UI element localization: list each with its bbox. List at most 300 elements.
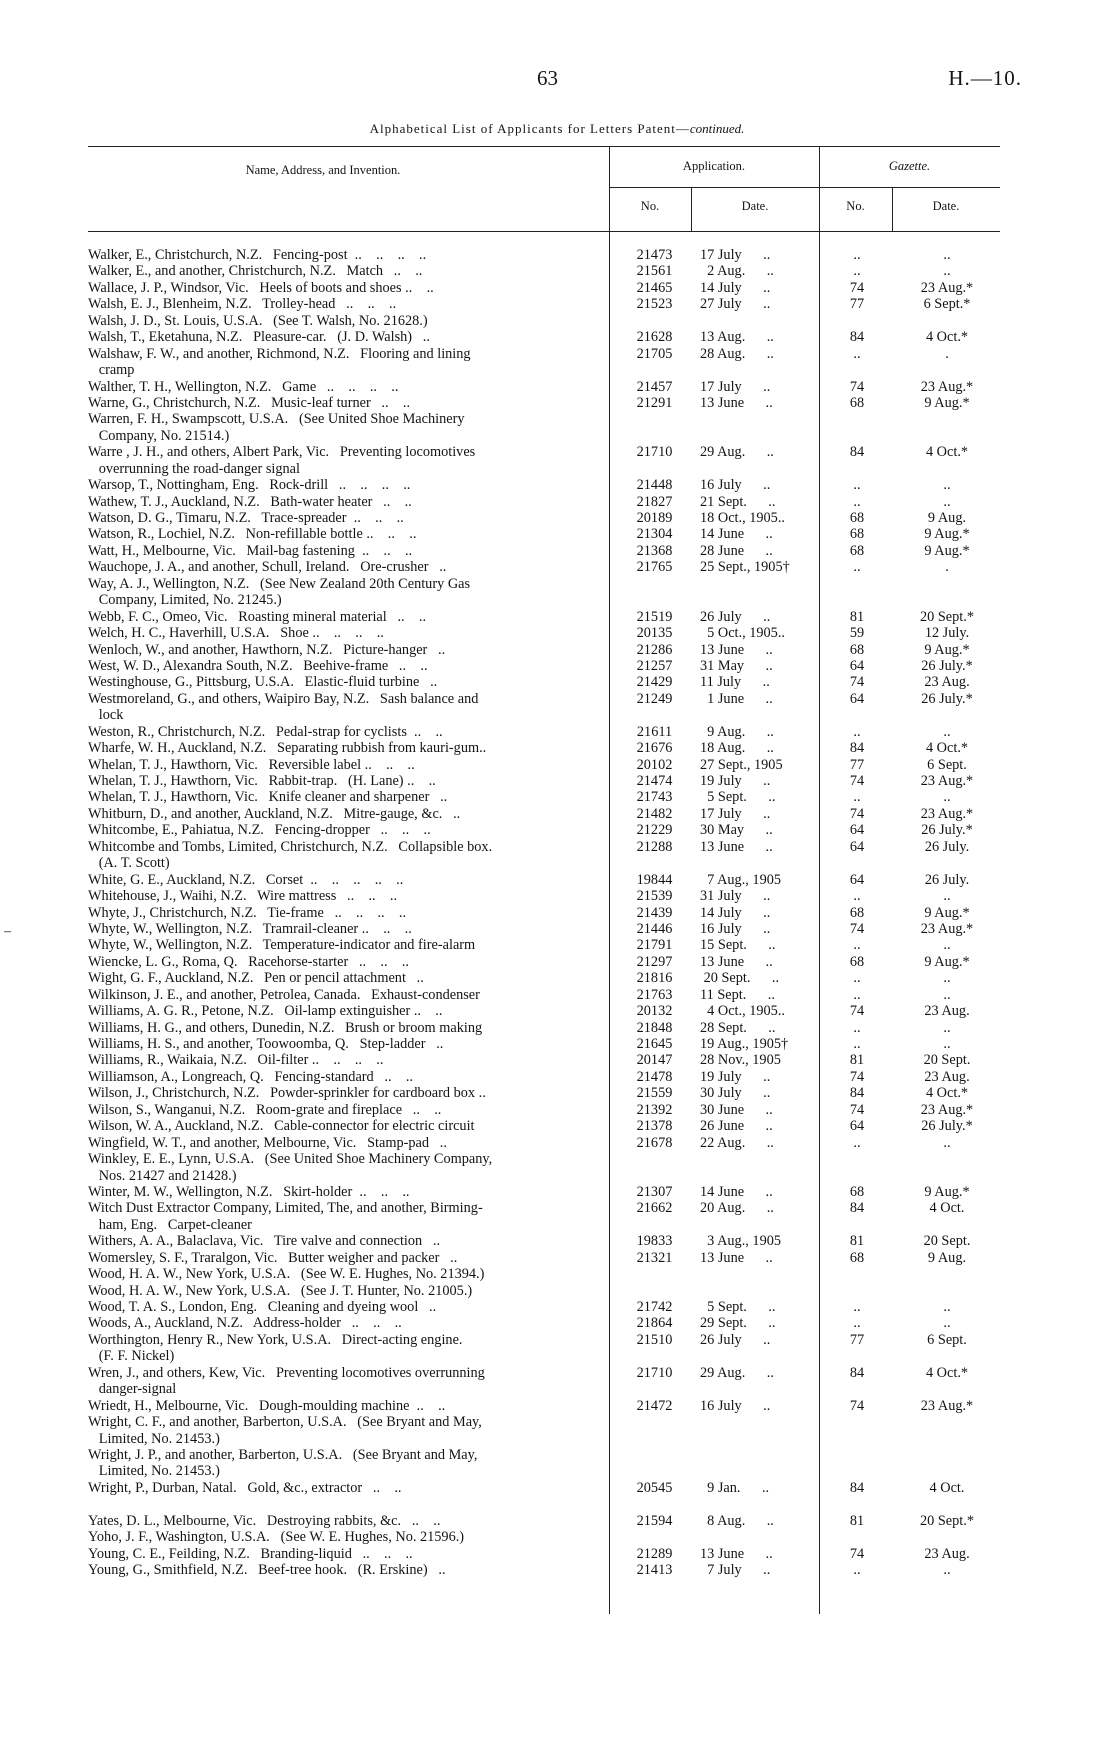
table-row bbox=[88, 1168, 1000, 1184]
gazette-no-cell: .. bbox=[853, 559, 861, 576]
application-date-cell: 31 May .. bbox=[700, 657, 773, 674]
table-row bbox=[88, 954, 1000, 970]
gazette-no-cell: 74 bbox=[849, 1101, 865, 1118]
application-no-cell: 21446 bbox=[636, 920, 673, 937]
applicant-cell: Wallace, J. P., Windsor, Vic. Heels of boots and shoes .. .. bbox=[88, 279, 434, 296]
table-row bbox=[88, 1217, 1000, 1233]
application-date-cell: 22 Aug. .. bbox=[700, 1134, 774, 1151]
table-row bbox=[88, 1118, 1000, 1134]
application-no-cell: 21457 bbox=[636, 378, 673, 395]
application-no-cell: 19833 bbox=[636, 1233, 673, 1250]
application-no-cell: 21392 bbox=[636, 1101, 673, 1118]
table-row bbox=[88, 1348, 1000, 1364]
gazette-date-cell: 4 Oct. bbox=[929, 1200, 965, 1217]
application-no-cell: 21662 bbox=[636, 1200, 673, 1217]
gazette-no-cell: .. bbox=[853, 1019, 861, 1036]
application-no-cell: 21229 bbox=[636, 822, 673, 839]
application-date-cell: 19 July .. bbox=[700, 1068, 771, 1085]
gazette-date-cell: .. bbox=[943, 937, 951, 954]
application-no-cell: 21594 bbox=[636, 1512, 673, 1529]
application-date-cell: 5 Sept. .. bbox=[700, 789, 776, 806]
gazette-date-cell: .. bbox=[943, 888, 951, 905]
gazette-no-cell: 68 bbox=[849, 394, 865, 411]
application-no-cell: 21465 bbox=[636, 279, 673, 296]
gazette-no-cell: 68 bbox=[849, 526, 865, 543]
applicant-cell: Wenloch, W., and another, Hawthorn, N.Z. Picture-hanger .. bbox=[88, 641, 446, 658]
gazette-no-cell: 68 bbox=[849, 1183, 865, 1200]
margin-mark: – bbox=[4, 924, 11, 939]
application-no-cell: 21378 bbox=[636, 1118, 673, 1135]
applicant-cell: Williams, R., Waikaia, N.Z. Oil-filter .. .. .. .. bbox=[88, 1052, 384, 1069]
gazette-date-cell: 9 Aug.* bbox=[924, 641, 970, 658]
applicant-cell: Walther, T. H., Wellington, N.Z. Game .. .. .. .. bbox=[88, 378, 399, 395]
gazette-date-cell: 9 Aug.* bbox=[924, 1183, 970, 1200]
table-row bbox=[88, 461, 1000, 477]
application-date-cell: 16 July .. bbox=[700, 920, 771, 937]
application-no-cell: 21539 bbox=[636, 888, 673, 905]
gazette-no-cell: .. bbox=[853, 937, 861, 954]
applicant-cell: Young, G., Smithfield, N.Z. Beef-tree hook. (R. Erskine) .. bbox=[88, 1562, 446, 1578]
header-gazette-date: Date. bbox=[932, 199, 960, 213]
gazette-date-cell: 23 Aug.* bbox=[920, 1101, 974, 1118]
gazette-no-cell: 74 bbox=[849, 674, 865, 691]
applicant-cell: Withers, A. A., Balaclava, Vic. Tire valve and connection .. bbox=[88, 1233, 441, 1250]
gazette-no-cell: 68 bbox=[849, 1249, 865, 1266]
gazette-no-cell: 64 bbox=[849, 690, 865, 707]
table-row bbox=[88, 789, 1000, 805]
applicant-cell: Wood, H. A. W., New York, U.S.A. (See W. E. Hughes, No. 21394.) bbox=[88, 1266, 485, 1283]
gazette-no-cell: 84 bbox=[849, 1200, 865, 1217]
table-row bbox=[88, 905, 1000, 921]
application-no-cell: 20147 bbox=[636, 1052, 673, 1069]
application-no-cell: 20545 bbox=[636, 1479, 673, 1496]
table-row bbox=[88, 888, 1000, 904]
applicant-cell: Williams, A. G. R., Petone, N.Z. Oil-lamp extinguisher .. .. bbox=[88, 1003, 443, 1020]
table-row bbox=[88, 1447, 1000, 1463]
gazette-date-cell: 6 Sept.* bbox=[923, 296, 971, 313]
applicant-cell: Winter, M. W., Wellington, N.Z. Skirt-holder .. .. .. bbox=[88, 1183, 410, 1200]
gazette-no-cell: 84 bbox=[849, 444, 865, 461]
application-date-cell: 13 June .. bbox=[700, 1249, 773, 1266]
table-row bbox=[88, 543, 1000, 559]
application-date-cell: 28 Nov., 1905 bbox=[700, 1052, 781, 1069]
application-date-cell: 13 June .. bbox=[700, 838, 773, 855]
gazette-no-cell: 74 bbox=[849, 378, 865, 395]
gazette-date-cell: 4 Oct.* bbox=[925, 1364, 969, 1381]
application-no-cell: 21816 bbox=[636, 970, 673, 987]
applicant-cell: Watson, D. G., Timaru, N.Z. Trace-spreader .. .. .. bbox=[88, 510, 404, 526]
applicant-cell: White, G. E., Auckland, N.Z. Corset .. .. .. .. .. bbox=[88, 871, 404, 888]
applicant-cell: Company, No. 21514.) bbox=[88, 427, 230, 444]
gazette-no-cell: 68 bbox=[849, 542, 865, 559]
application-date-cell: 26 June .. bbox=[700, 1118, 773, 1135]
gazette-date-cell: .. bbox=[943, 1299, 951, 1315]
applicant-cell: Wood, T. A. S., London, Eng. Cleaning and dyeing wool .. bbox=[88, 1299, 437, 1315]
title-main: Alphabetical List of Applicants for Letters Patent— bbox=[369, 121, 690, 136]
table-row bbox=[88, 1200, 1000, 1216]
application-no-cell: 21827 bbox=[636, 493, 673, 510]
applicant-cell: (A. T. Scott) bbox=[88, 855, 170, 872]
application-no-cell: 21791 bbox=[636, 937, 673, 954]
gazette-no-cell: 77 bbox=[849, 1331, 865, 1348]
gazette-no-cell: .. bbox=[853, 970, 861, 987]
table-row bbox=[88, 1135, 1000, 1151]
gazette-no-cell: 81 bbox=[849, 1052, 865, 1069]
applicant-cell: Whyte, J., Christchurch, N.Z. Tie-frame .. .. .. .. bbox=[88, 904, 407, 921]
applicant-cell: Whitcombe and Tombs, Limited, Christchurch, N.Z. Collapsible box. bbox=[88, 838, 493, 855]
application-no-cell: 21482 bbox=[636, 805, 673, 822]
application-no-cell: 21645 bbox=[636, 1036, 673, 1052]
application-date-cell: 18 Aug. .. bbox=[700, 740, 774, 757]
applicant-cell: Wriedt, H., Melbourne, Vic. Dough-moulding machine .. .. bbox=[88, 1397, 446, 1414]
gazette-date-cell: 4 Oct. bbox=[929, 1479, 965, 1496]
table-row bbox=[88, 855, 1000, 871]
application-no-cell: 19844 bbox=[636, 871, 673, 888]
applicant-cell: Whitburn, D., and another, Auckland, N.Z. Mitre-gauge, &c. .. bbox=[88, 805, 461, 822]
gazette-date-cell: 23 Aug.* bbox=[920, 805, 974, 822]
table-row bbox=[88, 526, 1000, 542]
application-date-cell: 17 July .. bbox=[700, 378, 771, 395]
application-no-cell: 21864 bbox=[636, 1315, 673, 1332]
applicant-cell: Wren, J., and others, Kew, Vic. Preventing locomotives overrunning bbox=[88, 1364, 485, 1381]
gazette-no-cell: 64 bbox=[849, 838, 865, 855]
applicant-cell: Worthington, Henry R., New York, U.S.A. Direct-acting engine. bbox=[88, 1331, 463, 1348]
gazette-date-cell: 4 Oct.* bbox=[925, 329, 969, 346]
table-row bbox=[88, 625, 1000, 641]
application-date-cell: 29 Sept. .. bbox=[700, 1315, 776, 1332]
applicant-cell: Wiencke, L. G., Roma, Q. Racehorse-starter .. .. .. bbox=[88, 953, 410, 970]
application-no-cell: 21743 bbox=[636, 789, 673, 806]
gazette-date-cell: .. bbox=[943, 970, 951, 987]
gazette-date-cell: .. bbox=[943, 263, 951, 280]
applicant-cell: danger-signal bbox=[88, 1381, 177, 1398]
table-row bbox=[88, 379, 1000, 395]
gazette-date-cell: 12 July. bbox=[924, 625, 970, 642]
application-no-cell: 21710 bbox=[636, 1364, 673, 1381]
applicant-cell: Womersley, S. F., Traralgon, Vic. Butter weigher and packer .. bbox=[88, 1249, 458, 1266]
table-row bbox=[88, 313, 1000, 329]
applicant-cell: Walsh, T., Eketahuna, N.Z. Pleasure-car. (J. D. Walsh) .. bbox=[88, 329, 430, 346]
application-no-cell: 21848 bbox=[636, 1019, 673, 1036]
application-no-cell: 21611 bbox=[636, 723, 673, 740]
table-row bbox=[88, 674, 1000, 690]
application-date-cell: 13 Aug. .. bbox=[700, 329, 774, 346]
application-no-cell: 20189 bbox=[636, 510, 673, 526]
application-no-cell: 21523 bbox=[636, 296, 673, 313]
table-row bbox=[88, 1562, 1000, 1578]
gazette-date-cell: 20 Sept.* bbox=[919, 1512, 974, 1529]
page-title bbox=[0, 121, 1114, 137]
gazette-date-cell: 20 Sept. bbox=[923, 1233, 971, 1250]
header-application: Application. bbox=[682, 159, 746, 173]
application-date-cell: 8 Aug. .. bbox=[700, 1512, 774, 1529]
applicant-cell: lock bbox=[88, 707, 124, 724]
applicant-cell: Watt, H., Melbourne, Vic. Mail-bag fastening .. .. .. bbox=[88, 542, 413, 559]
gazette-date-cell: 9 Aug. bbox=[927, 510, 967, 526]
application-no-cell: 21473 bbox=[636, 247, 673, 263]
header-name: Name, Address, and Invention. bbox=[245, 163, 401, 177]
gazette-date-cell: .. bbox=[943, 1036, 951, 1052]
table-row bbox=[88, 691, 1000, 707]
application-date-cell: 17 July .. bbox=[700, 247, 771, 263]
application-date-cell: 28 Aug. .. bbox=[700, 345, 774, 362]
gazette-no-cell: 77 bbox=[849, 756, 865, 773]
table-row bbox=[88, 1463, 1000, 1479]
gazette-no-cell: .. bbox=[853, 477, 861, 494]
gazette-date-cell: 23 Aug. bbox=[924, 674, 970, 691]
table-row bbox=[88, 576, 1000, 592]
gazette-date-cell: .. bbox=[943, 789, 951, 806]
application-date-cell: 15 Sept. .. bbox=[700, 937, 776, 954]
application-no-cell: 20132 bbox=[636, 1003, 673, 1020]
application-no-cell: 21710 bbox=[636, 444, 673, 461]
application-date-cell: 1 June .. bbox=[700, 690, 773, 707]
application-date-cell: 30 May .. bbox=[700, 822, 773, 839]
application-no-cell: 21368 bbox=[636, 542, 673, 559]
application-date-cell: 20 Aug. .. bbox=[700, 1200, 774, 1217]
gazette-date-cell: 20 Sept. bbox=[923, 1052, 971, 1069]
gazette-date-cell: 6 Sept. bbox=[927, 756, 967, 773]
gazette-date-cell: 23 Aug. bbox=[924, 1068, 970, 1085]
gazette-no-cell: 84 bbox=[849, 1085, 865, 1102]
application-no-cell: 21559 bbox=[636, 1085, 673, 1102]
gazette-date-cell: 9 Aug.* bbox=[924, 904, 970, 921]
applicant-cell: Williams, H. S., and another, Toowoomba, Q. Step-ladder .. bbox=[88, 1036, 444, 1052]
applicant-cell: Warsop, T., Nottingham, Eng. Rock-drill .. .. .. .. bbox=[88, 477, 411, 494]
applicant-cell: ham, Eng. Carpet-cleaner bbox=[88, 1216, 252, 1233]
gazette-no-cell: 64 bbox=[849, 871, 865, 888]
application-date-cell: 27 Sept., 1905 bbox=[700, 756, 783, 773]
application-date-cell: 11 July .. bbox=[700, 674, 770, 691]
application-date-cell: 25 Sept., 1905† bbox=[700, 559, 790, 576]
gazette-no-cell: 84 bbox=[849, 740, 865, 757]
applicant-cell: Westinghouse, G., Pittsburg, U.S.A. Elastic-fluid turbine .. bbox=[88, 674, 438, 691]
applicant-cell: Warre , J. H., and others, Albert Park, Vic. Preventing locomotives bbox=[88, 444, 476, 461]
gazette-no-cell: .. bbox=[853, 1315, 861, 1332]
header-application-date: Date. bbox=[741, 199, 769, 213]
applicant-cell: Wathew, T. J., Auckland, N.Z. Bath-water heater .. .. bbox=[88, 493, 412, 510]
gazette-no-cell: .. bbox=[853, 1134, 861, 1151]
application-date-cell: 9 Jan. .. bbox=[700, 1479, 770, 1496]
gazette-date-cell: . bbox=[945, 345, 949, 362]
applicant-cell: Wauchope, J. A., and another, Schull, Ireland. Ore-crusher .. bbox=[88, 559, 447, 576]
application-date-cell: 13 June .. bbox=[700, 641, 773, 658]
application-no-cell: 21413 bbox=[636, 1562, 673, 1578]
table-row bbox=[88, 822, 1000, 838]
application-no-cell: 21321 bbox=[636, 1249, 673, 1266]
header-gazette-no: No. bbox=[846, 199, 865, 213]
application-no-cell: 21765 bbox=[636, 559, 673, 576]
applicant-cell: Whelan, T. J., Hawthorn, Vic. Reversible label .. .. .. bbox=[88, 756, 415, 773]
table-row bbox=[88, 247, 1000, 263]
application-date-cell: 27 July .. bbox=[700, 296, 771, 313]
applicant-cell: Winkley, E. E., Lynn, U.S.A. (See United Shoe Machinery Company, bbox=[88, 1151, 493, 1168]
gazette-no-cell: 84 bbox=[849, 1364, 865, 1381]
table-row bbox=[88, 1398, 1000, 1414]
page-number: 63 bbox=[537, 66, 558, 90]
table-row bbox=[88, 296, 1000, 312]
gazette-date-cell: .. bbox=[943, 1562, 951, 1578]
applicant-cell: Walker, E., and another, Christchurch, N.Z. Match .. .. bbox=[88, 263, 423, 280]
applicant-cell: Wright, P., Durban, Natal. Gold, &c., extractor .. .. bbox=[88, 1479, 402, 1496]
gazette-date-cell: 9 Aug. bbox=[927, 1249, 967, 1266]
gazette-no-cell: .. bbox=[853, 1036, 861, 1052]
table-row bbox=[88, 1365, 1000, 1381]
table-row bbox=[88, 1003, 1000, 1019]
gazette-no-cell: 81 bbox=[849, 1233, 865, 1250]
application-date-cell: 7 Aug., 1905 bbox=[700, 871, 782, 888]
gazette-no-cell: 64 bbox=[849, 657, 865, 674]
applicant-cell: Yoho, J. F., Washington, U.S.A. (See W. E. Hughes, No. 21596.) bbox=[88, 1529, 465, 1546]
gazette-date-cell: 23 Aug.* bbox=[920, 1397, 974, 1414]
applicant-cell: Walker, E., Christchurch, N.Z. Fencing-post .. .. .. .. bbox=[88, 247, 427, 263]
table-row bbox=[88, 1315, 1000, 1331]
applicant-cell: Wilkinson, J. E., and another, Petrolea, Canada. Exhaust-condenser bbox=[88, 986, 480, 1003]
application-no-cell: 21519 bbox=[636, 608, 673, 625]
applicant-cell: Wright, J. P., and another, Barberton, U.S.A. (See Bryant and May, bbox=[88, 1446, 478, 1463]
table-row bbox=[88, 329, 1000, 345]
gazette-no-cell: 74 bbox=[849, 920, 865, 937]
application-no-cell: 21297 bbox=[636, 953, 673, 970]
table-row bbox=[88, 1546, 1000, 1562]
table-row bbox=[88, 1052, 1000, 1068]
application-no-cell: 21291 bbox=[636, 394, 673, 411]
application-date-cell: 5 Sept. .. bbox=[700, 1299, 776, 1315]
application-no-cell: 21257 bbox=[636, 657, 673, 674]
gazette-date-cell: .. bbox=[943, 986, 951, 1003]
gazette-no-cell: .. bbox=[853, 986, 861, 1003]
application-date-cell: 3 Aug., 1905 bbox=[700, 1233, 782, 1250]
gazette-no-cell: 59 bbox=[849, 625, 865, 642]
application-date-cell: 14 June .. bbox=[700, 526, 773, 543]
gazette-no-cell: .. bbox=[853, 1562, 861, 1578]
applicant-cell: West, W. D., Alexandra South, N.Z. Beehive-frame .. .. bbox=[88, 657, 428, 674]
gazette-no-cell: 81 bbox=[849, 608, 865, 625]
application-no-cell: 21678 bbox=[636, 1134, 673, 1151]
application-no-cell: 21561 bbox=[636, 263, 673, 280]
application-date-cell: 20 Sept. .. bbox=[700, 970, 780, 987]
gazette-date-cell: 9 Aug.* bbox=[924, 953, 970, 970]
applicant-cell: Whyte, W., Wellington, N.Z. Tramrail-cleaner .. .. .. bbox=[88, 920, 412, 937]
application-no-cell: 21286 bbox=[636, 641, 673, 658]
gazette-date-cell: 23 Aug.* bbox=[920, 920, 974, 937]
applicant-cell: Wood, H. A. W., New York, U.S.A. (See J. T. Hunter, No. 21005.) bbox=[88, 1282, 473, 1299]
gazette-no-cell: 68 bbox=[849, 904, 865, 921]
application-no-cell: 21439 bbox=[636, 904, 673, 921]
table-row bbox=[88, 1151, 1000, 1167]
gazette-date-cell: 6 Sept. bbox=[927, 1331, 967, 1348]
gazette-no-cell: .. bbox=[853, 263, 861, 280]
gazette-date-cell: .. bbox=[943, 1134, 951, 1151]
applicant-cell: Woods, A., Auckland, N.Z. Address-holder .. .. .. bbox=[88, 1315, 402, 1332]
applicant-cell: overrunning the road-danger signal bbox=[88, 460, 301, 477]
gazette-no-cell: .. bbox=[853, 493, 861, 510]
gazette-date-cell: 26 July.* bbox=[921, 657, 973, 674]
gazette-no-cell: 64 bbox=[849, 822, 865, 839]
table-row bbox=[88, 1250, 1000, 1266]
gazette-date-cell: . bbox=[945, 559, 949, 576]
application-date-cell: 16 July .. bbox=[700, 1397, 771, 1414]
table-row bbox=[88, 411, 1000, 427]
application-date-cell: 29 Aug. .. bbox=[700, 444, 774, 461]
application-no-cell: 21676 bbox=[636, 740, 673, 757]
applicant-cell: Webb, F. C., Omeo, Vic. Roasting mineral material .. .. bbox=[88, 608, 427, 625]
application-no-cell: 21705 bbox=[636, 345, 673, 362]
gazette-date-cell: .. bbox=[943, 477, 951, 494]
application-date-cell: 21 Sept. .. bbox=[700, 493, 776, 510]
applicant-cell: Whyte, W., Wellington, N.Z. Temperature-indicator and fire-alarm bbox=[88, 937, 476, 954]
gazette-no-cell: .. bbox=[853, 723, 861, 740]
gazette-no-cell: .. bbox=[853, 247, 861, 263]
table-row bbox=[88, 839, 1000, 855]
applicant-cell: Walsh, J. D., St. Louis, U.S.A. (See T. Walsh, No. 21628.) bbox=[88, 312, 428, 329]
table-row bbox=[88, 872, 1000, 888]
applicant-cell: Westmoreland, G., and others, Waipiro Bay, N.Z. Sash balance and bbox=[88, 690, 479, 707]
application-date-cell: 29 Aug. .. bbox=[700, 1364, 774, 1381]
table-row bbox=[88, 1332, 1000, 1348]
applicant-cell: Warne, G., Christchurch, N.Z. Music-leaf turner .. .. bbox=[88, 394, 411, 411]
applicant-cell: Wright, C. F., and another, Barberton, U.S.A. (See Bryant and May, bbox=[88, 1414, 482, 1431]
table-row bbox=[88, 773, 1000, 789]
table-row bbox=[88, 1414, 1000, 1430]
application-no-cell: 21510 bbox=[636, 1331, 673, 1348]
application-date-cell: 14 July .. bbox=[700, 279, 771, 296]
gazette-date-cell: 26 July. bbox=[924, 871, 970, 888]
table-row bbox=[88, 510, 1000, 526]
table-row bbox=[88, 1266, 1000, 1282]
table-row bbox=[88, 346, 1000, 362]
gazette-no-cell: 74 bbox=[849, 279, 865, 296]
table-row bbox=[88, 477, 1000, 493]
table-row bbox=[88, 806, 1000, 822]
gazette-date-cell: .. bbox=[943, 493, 951, 510]
application-no-cell: 20102 bbox=[636, 756, 673, 773]
table-row bbox=[88, 1299, 1000, 1315]
application-date-cell: 17 July .. bbox=[700, 805, 771, 822]
application-date-cell: 16 July .. bbox=[700, 477, 771, 494]
table-row bbox=[88, 1020, 1000, 1036]
gazette-no-cell: 68 bbox=[849, 953, 865, 970]
application-no-cell: 21288 bbox=[636, 838, 673, 855]
gazette-date-cell: 4 Oct.* bbox=[925, 740, 969, 757]
gazette-no-cell: 74 bbox=[849, 1397, 865, 1414]
table-row bbox=[88, 494, 1000, 510]
table-row bbox=[88, 1102, 1000, 1118]
application-no-cell: 21249 bbox=[636, 690, 673, 707]
gazette-no-cell: 74 bbox=[849, 1545, 865, 1562]
application-date-cell: 13 June .. bbox=[700, 953, 773, 970]
applicant-cell: Wight, G. F., Auckland, N.Z. Pen or pencil attachment .. bbox=[88, 970, 424, 987]
application-date-cell: 26 July .. bbox=[700, 1331, 771, 1348]
gazette-no-cell: 84 bbox=[849, 1479, 865, 1496]
table-row bbox=[88, 707, 1000, 723]
applicant-cell: Whitcombe, E., Pahiatua, N.Z. Fencing-dropper .. .. .. bbox=[88, 822, 431, 839]
gazette-date-cell: 9 Aug.* bbox=[924, 542, 970, 559]
applicant-cell: Company, Limited, No. 21245.) bbox=[88, 592, 282, 609]
applicant-cell: Wingfield, W. T., and another, Melbourne, Vic. Stamp-pad .. bbox=[88, 1134, 447, 1151]
gazette-no-cell: .. bbox=[853, 888, 861, 905]
application-date-cell: 14 June .. bbox=[700, 1183, 773, 1200]
table-row bbox=[88, 1381, 1000, 1397]
application-date-cell: 14 July .. bbox=[700, 904, 771, 921]
table-row bbox=[88, 1529, 1000, 1545]
gazette-date-cell: .. bbox=[943, 247, 951, 263]
application-date-cell: 28 Sept. .. bbox=[700, 1019, 776, 1036]
applicant-cell: Walshaw, F. W., and another, Richmond, N.Z. Flooring and lining bbox=[88, 345, 471, 362]
table-row bbox=[88, 921, 1000, 937]
applicant-cell: Witch Dust Extractor Company, Limited, The, and another, Birming- bbox=[88, 1200, 483, 1217]
gazette-date-cell: 23 Aug.* bbox=[920, 773, 974, 789]
